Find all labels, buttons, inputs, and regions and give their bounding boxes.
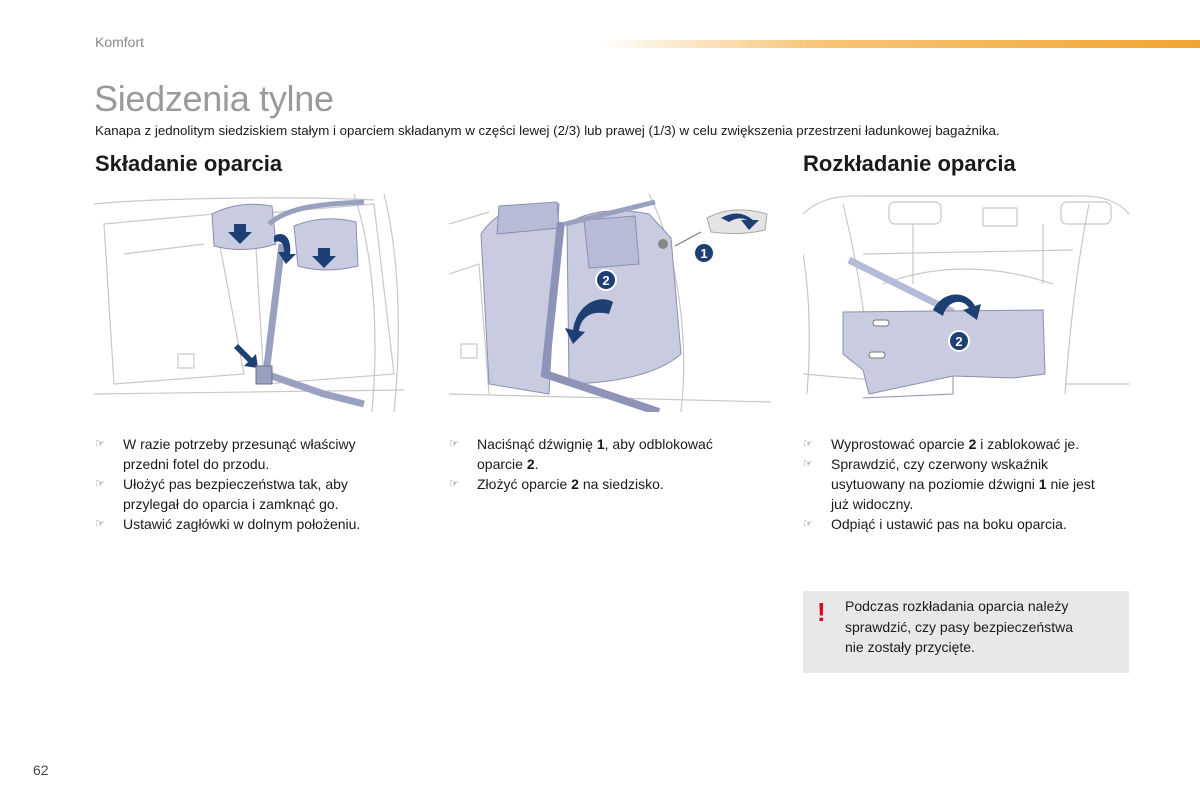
svg-text:2: 2: [602, 273, 610, 288]
pointer-icon: ☞: [95, 518, 105, 530]
pointer-icon: ☞: [803, 438, 813, 450]
illustration-fold-seatback: [449, 194, 771, 412]
illustration-headrests: [94, 194, 404, 412]
list-item: ☞ Naciśnąć dźwignię 1, aby odblokować oparcie 2.: [449, 436, 713, 472]
list-item: ☞ W razie potrzeby przesunąć właściwy przedni fotel do przodu.: [95, 436, 356, 472]
list-item: ☞ Wyprostować oparcie 2 i zablokować je.: [803, 436, 1080, 452]
header-accent-bar: [600, 40, 1200, 48]
intro-text: Kanapa z jednolitym siedziskiem stałym i oparciem składanym w części lewej (2/3) lub prawej (1/3) w celu zwiększenia przestrzeni ładunkowej bagażnika.: [95, 123, 1000, 138]
pointer-icon: ☞: [803, 458, 813, 470]
list-item: ☞ Ustawić zagłówki w dolnym położeniu.: [95, 516, 361, 532]
unfolding-heading: Rozkładanie oparcia: [803, 151, 1016, 176]
svg-text:1: 1: [700, 246, 708, 261]
unfolding-steps-list: [803, 434, 1143, 534]
callout-2-unfold: [949, 331, 969, 351]
pointer-icon: ☞: [95, 478, 105, 490]
warning-text: Podczas rozkładania oparcia należy sprawdzić, czy pasy bezpieczeństwa nie zostały przycięte.: [845, 598, 1073, 655]
list-item: ☞ Złożyć oparcie 2 na siedzisko.: [449, 476, 664, 492]
lever-detail: [675, 210, 767, 246]
warning-box: [803, 591, 1129, 673]
svg-text:2: 2: [955, 334, 963, 349]
pointer-icon: ☞: [449, 438, 459, 450]
illustration-unfold-seatback: [803, 194, 1129, 412]
folding-heading: Składanie oparcia: [95, 151, 283, 176]
page-title: Siedzenia tylne: [94, 78, 334, 119]
page-number: 62: [33, 762, 49, 778]
section-label: Komfort: [95, 34, 145, 50]
callout-2: [596, 270, 616, 290]
pointer-icon: ☞: [803, 518, 813, 530]
warning-exclamation-icon: !: [817, 597, 826, 627]
folding-steps-list-a: [95, 434, 425, 534]
list-item: ☞ Ułożyć pas bezpieczeństwa tak, aby przylegał do oparcia i zamknąć go.: [95, 476, 348, 512]
pointer-icon: ☞: [95, 438, 105, 450]
list-item: ☞ Odpiąć i ustawić pas na boku oparcia.: [803, 516, 1067, 532]
pointer-icon: ☞: [449, 478, 459, 490]
callout-1: [694, 243, 714, 263]
folding-steps-list-b: [449, 434, 769, 494]
list-item: ☞ Sprawdzić, czy czerwony wskaźnik usytuowany na poziomie dźwigni 1 nie jest już widoczny.: [803, 456, 1095, 512]
